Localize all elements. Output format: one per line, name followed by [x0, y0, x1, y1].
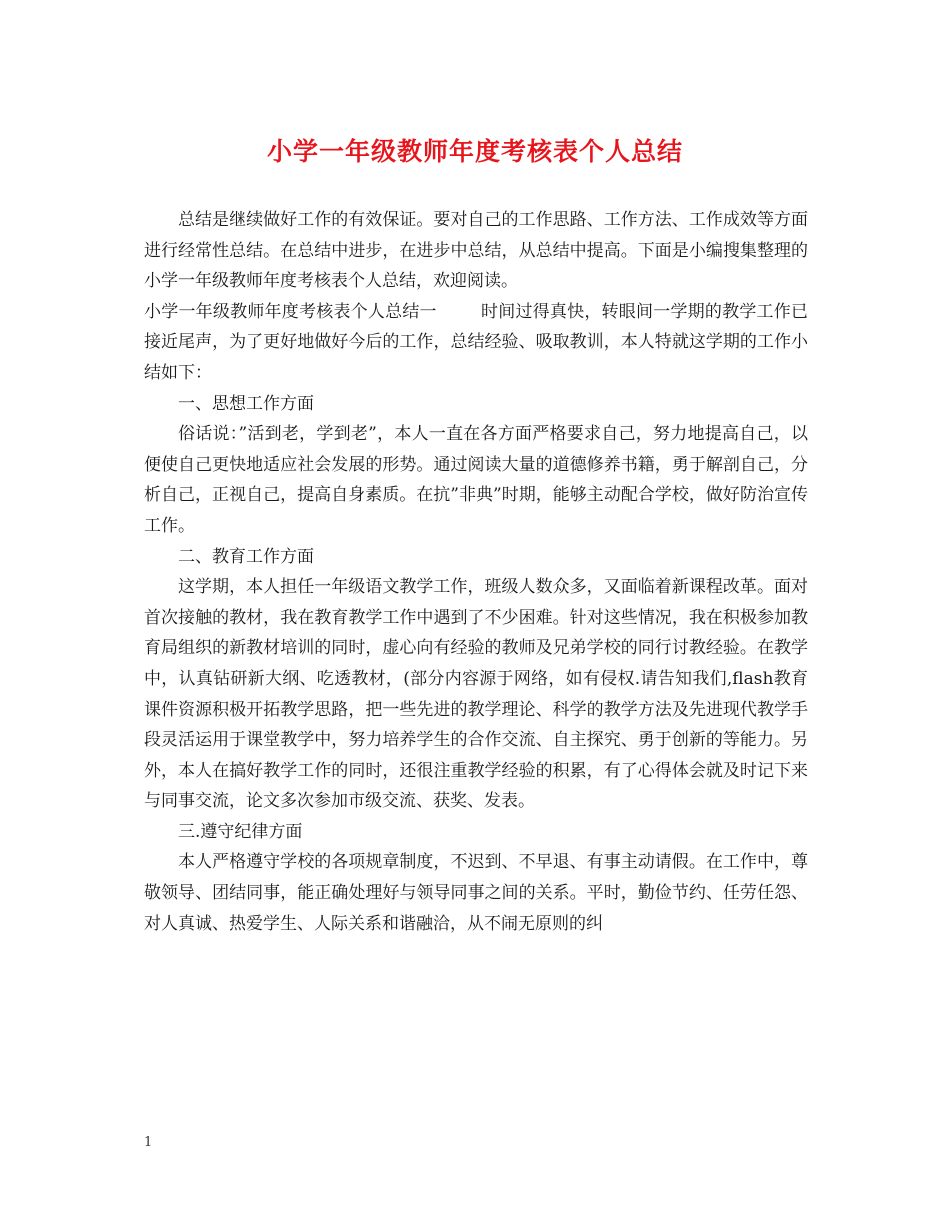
section-one-paragraph	[144, 297, 808, 389]
heading-discipline: 三.遵守纪律方面	[178, 821, 303, 842]
page-number: 1	[144, 1135, 153, 1150]
section-one-opening: 时间过得真快，转眼间一学期的教学工作已接近尾声，为了更好地做好今后的工作，总结经验、吸取教训，本人特就这学期的工作小结如下：	[144, 301, 809, 383]
heading-ideology: 一、思想工作方面	[178, 393, 314, 414]
heading-education: 二、教育工作方面	[178, 546, 314, 567]
document-title: 小学一年级教师年度考核表个人总结	[266, 137, 683, 166]
section-one-label: 小学一年级教师年度考核表个人总结一	[144, 301, 437, 322]
intro-paragraph: 总结是继续做好工作的有效保证。要对自己的工作思路、工作方法、工作成效等方面进行经常性总结。在总结中进步，在进步中总结，从总结中提高。下面是小编搜集整理的小学一年级教师年度考核表个人总结，欢迎阅读。	[144, 210, 808, 292]
document-body	[144, 205, 808, 939]
paragraph-discipline: 本人严格遵守学校的各项规章制度，不迟到、不早退、有事主动请假。在工作中，尊敬领导、团结同事，能正确处理好与领导同事之间的关系。平时，勤俭节约、任劳任怨、对人真诚、热爱学生、人际关系和谐融洽，从不闹无原则的纠	[144, 852, 808, 934]
paragraph-ideology: 俗话说：”活到老，学到老”，本人一直在各方面严格要求自己，努力地提高自己，以便使自己更快地适应社会发展的形势。通过阅读大量的道德修养书籍，勇于解剖自己，分析自己，正视自己，提高自身素质。在抗”非典”时期，能够主动配合学校，做好防治宣传工作。	[144, 424, 808, 536]
paragraph-education: 这学期，本人担任一年级语文教学工作，班级人数众多，又面临着新课程改革。面对首次接触的教材，我在教育教学工作中遇到了不少困难。针对这些情况，我在积极参加教育局组织的新教材培训的同时，虚心向有经验的教师及兄弟学校的同行讨教经验。在教学中，认真钻研新大纲、吃透教材，(部分内容源于网络，如有侵权.请告知我们,flash教育课件资源积极开拓教学思路，把一些先进的教学理论、科学的教学方法及先进现代教学手段灵活运用于课堂教学中，努力培养学生的合作交流、自主探究、勇于创新的等能力。另外，本人在搞好教学工作的同时，还很注重教学经验的积累，有了心得体会就及时记下来与同事交流，论文多次参加市级交流、获奖、发表。	[144, 577, 808, 812]
